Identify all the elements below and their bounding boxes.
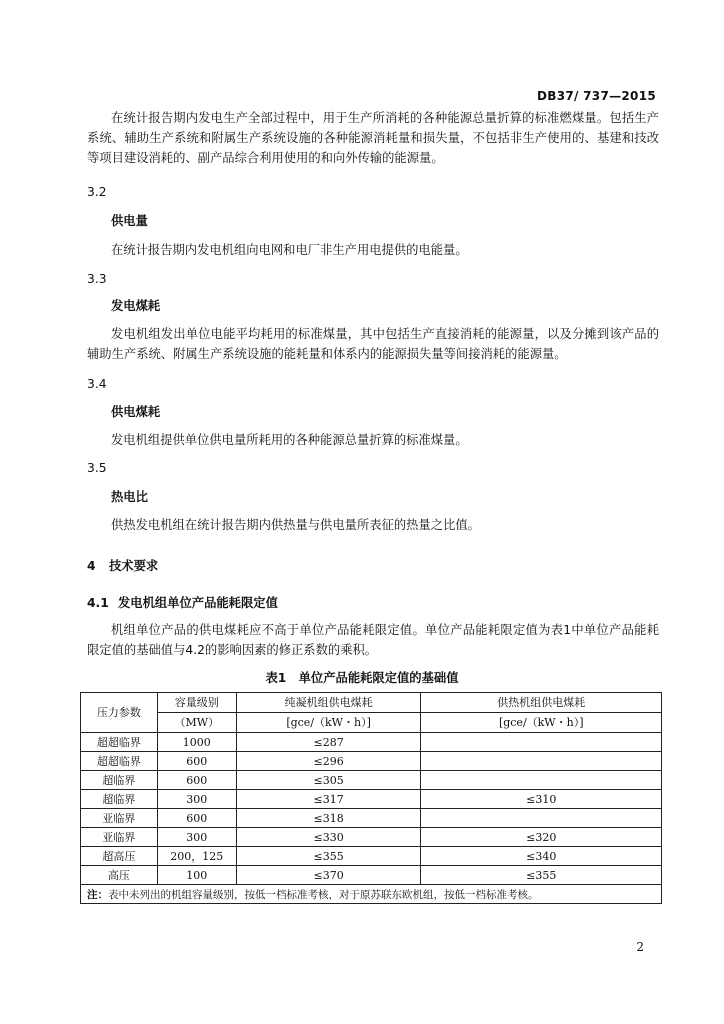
cell-heating: ≤320: [421, 828, 662, 847]
table-note-row: [81, 885, 662, 904]
cell-capacity: 300: [157, 790, 236, 809]
table-row: [81, 771, 662, 790]
table-header-unit-row: [81, 713, 662, 733]
standard-code: DB37/ 737—2015: [536, 89, 656, 103]
cell-pressure: 超超临界: [81, 733, 158, 752]
cell-heating: ≤355: [421, 866, 662, 885]
cell-condensing: ≤355: [236, 847, 421, 866]
term-heat-power-ratio: 热电比: [111, 490, 148, 504]
cell-pressure: 超高压: [81, 847, 158, 866]
page-number: 2: [636, 940, 644, 954]
cell-heating: [421, 771, 662, 790]
cell-condensing: ≤296: [236, 752, 421, 771]
term-generation-coal: 发电煤耗: [111, 299, 161, 313]
cell-capacity: 100: [157, 866, 236, 885]
cell-condensing: ≤330: [236, 828, 421, 847]
section-4-1-number: 4.1: [87, 596, 109, 610]
table-header-row: [81, 693, 662, 713]
definition-power-supply: 在统计报告期内发电机组向电网和电厂非生产用电提供的电能量。: [111, 243, 468, 257]
cell-pressure: 超超临界: [81, 752, 158, 771]
table-title: 表1 单位产品能耗限定值的基础值: [265, 671, 459, 685]
term-power-supply: 供电量: [111, 214, 148, 228]
section-4-1-title: 发电机组单位产品能耗限定值: [118, 596, 278, 610]
cell-pressure: 超临界: [81, 771, 158, 790]
cell-heating: [421, 733, 662, 752]
header-capacity: 容量级别: [157, 693, 236, 713]
table-row: [81, 847, 662, 866]
definition-generation-coal: 发电机组发出单位电能平均耗用的标准煤量，其中包括生产直接消耗的能源量，以及分摊到该产品的辅助生产系统、附属生产系统设施的能耗量和体系内的能源损失量等间接消耗的能源量。: [87, 327, 659, 361]
header-heating: 供热机组供电煤耗: [421, 693, 662, 713]
cell-heating: [421, 752, 662, 771]
cell-capacity: 200，125: [157, 847, 236, 866]
clause-number-3-5: 3.5: [87, 461, 107, 475]
cell-heating: ≤310: [421, 790, 662, 809]
table-row: [81, 790, 662, 809]
cell-heating: ≤340: [421, 847, 662, 866]
energy-limit-table: [80, 692, 662, 904]
clause-number-3-2: 3.2: [87, 185, 107, 199]
clause-number-3-3: 3.3: [87, 272, 107, 286]
cell-capacity: 300: [157, 828, 236, 847]
cell-capacity: 1000: [157, 733, 236, 752]
cell-condensing: ≤305: [236, 771, 421, 790]
header-capacity-unit: （MW）: [157, 713, 236, 733]
cell-capacity: 600: [157, 809, 236, 828]
term-supply-coal: 供电煤耗: [111, 405, 161, 419]
cell-pressure: 超临界: [81, 790, 158, 809]
cell-condensing: ≤317: [236, 790, 421, 809]
cell-capacity: 600: [157, 752, 236, 771]
clause-number-3-4: 3.4: [87, 377, 107, 391]
cell-heating: [421, 809, 662, 828]
header-heating-unit: [gce/（kW・h）]: [421, 713, 662, 733]
table-row: [81, 733, 662, 752]
table-note: [81, 885, 662, 904]
section-4-1-paragraph: 机组单位产品的供电煤耗应不高于单位产品能耗限定值。单位产品能耗限定值为表1中单位产品能耗限定值的基础值与4.2的影响因素的修正系数的乘积。: [87, 623, 659, 657]
table-row: [81, 809, 662, 828]
table-row: [81, 866, 662, 885]
definition-heat-power-ratio: 供热发电机组在统计报告期内供热量与供电量所表征的热量之比值。: [111, 518, 480, 532]
intro-paragraph: 在统计报告期内发电生产全部过程中，用于生产所消耗的各种能源总量折算的标准燃煤量。包括生产系统、辅助生产系统和附属生产系统设施的各种能源消耗量和损失量，不包括非生产使用的、基建和技改等项目建设消耗的、副产品综合利用使用的和向外传输的能源量。: [87, 111, 659, 165]
cell-capacity: 600: [157, 771, 236, 790]
section-4-1-heading: [87, 593, 278, 611]
table-row: [81, 752, 662, 771]
section-4-heading: [87, 556, 158, 574]
header-condensing: 纯凝机组供电煤耗: [236, 693, 421, 713]
cell-condensing: ≤287: [236, 733, 421, 752]
section-4-number: 4: [87, 559, 96, 573]
table-note-label: 注：: [87, 888, 108, 901]
header-pressure: 压力参数: [81, 693, 158, 733]
cell-pressure: 亚临界: [81, 828, 158, 847]
cell-condensing: ≤318: [236, 809, 421, 828]
header-condensing-unit: [gce/（kW・h）]: [236, 713, 421, 733]
cell-pressure: 高压: [81, 866, 158, 885]
definition-supply-coal: 发电机组提供单位供电量所耗用的各种能源总量折算的标准煤量。: [111, 433, 468, 447]
cell-pressure: 亚临界: [81, 809, 158, 828]
table-row: [81, 828, 662, 847]
section-4-title: 技术要求: [109, 559, 159, 573]
cell-condensing: ≤370: [236, 866, 421, 885]
table-note-text: 表中未列出的机组容量级别，按低一档标准考核，对于原苏联东欧机组，按低一档标准考核。: [108, 888, 539, 901]
